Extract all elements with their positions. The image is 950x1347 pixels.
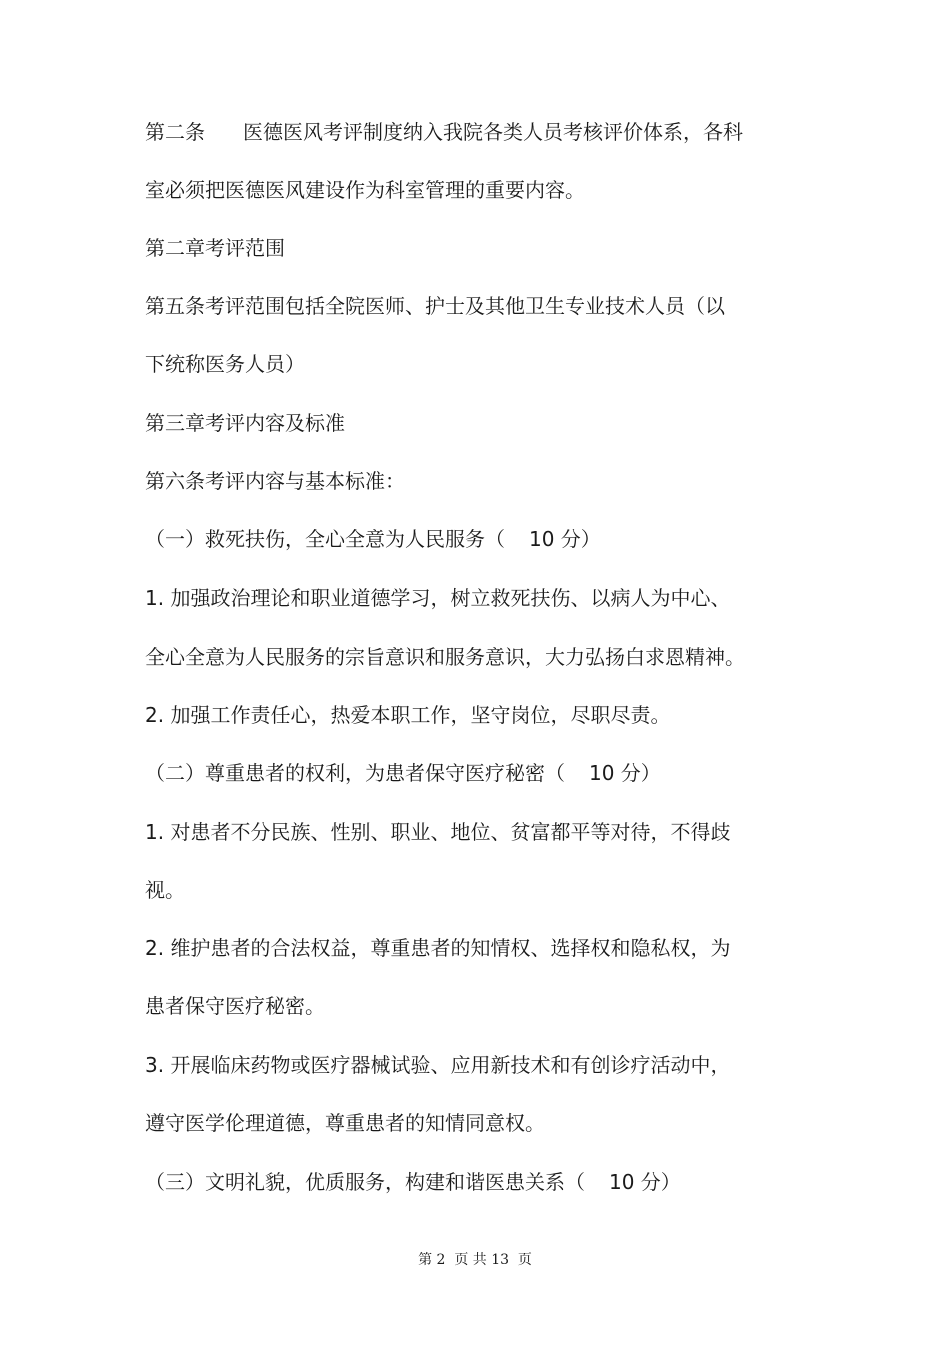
chapter-2-heading: 第二章考评范围 — [145, 236, 285, 260]
section-2-item-3-line-2: 遵守医学伦理道德，尊重患者的知情同意权。 — [145, 1111, 545, 1135]
section-1-title: （一）救死扶伤，全心全意为人民服务（ — [145, 527, 505, 551]
section-3-title: （三）文明礼貌，优质服务，构建和谐医患关系（ — [145, 1170, 585, 1194]
section-2-heading — [145, 759, 805, 787]
section-1-heading — [145, 525, 805, 553]
section-1-points: 10 分） — [529, 527, 601, 551]
article-2-label: 第二条 — [145, 120, 205, 144]
article-2-text: 医德医风考评制度纳入我院各类人员考核评价体系，各科 — [243, 120, 743, 144]
section-3-points: 10 分） — [609, 1170, 681, 1194]
section-1-item-2: 2. 加强工作责任心，热爱本职工作，坚守岗位，尽职尽责。 — [145, 703, 671, 727]
article-2-line-1 — [145, 118, 805, 146]
section-2-item-2-line-2: 患者保守医疗秘密。 — [145, 994, 325, 1018]
section-2-points: 10 分） — [589, 761, 661, 785]
chapter-3-heading: 第三章考评内容及标准 — [145, 411, 345, 435]
article-5-line-2: 下统称医务人员） — [145, 352, 305, 376]
section-2-item-3-line-1: 3. 开展临床药物或医疗器械试验、应用新技术和有创诊疗活动中， — [145, 1053, 731, 1077]
section-1-item-1-line-2: 全心全意为人民服务的宗旨意识和服务意识，大力弘扬白求恩精神。 — [145, 645, 745, 669]
article-5-line-1: 第五条考评范围包括全院医师、护士及其他卫生专业技术人员（以 — [145, 294, 725, 318]
section-1-item-1-line-1: 1. 加强政治理论和职业道德学习，树立救死扶伤、以病人为中心、 — [145, 586, 731, 610]
article-6-heading: 第六条考评内容与基本标准： — [145, 469, 405, 493]
section-2-item-2-line-1: 2. 维护患者的合法权益，尊重患者的知情权、选择权和隐私权，为 — [145, 936, 731, 960]
page-number-footer: 第 2 页 共 13 页 — [418, 1252, 532, 1268]
article-2-line-2: 室必须把医德医风建设作为科室管理的重要内容。 — [145, 178, 585, 202]
section-2-title: （二）尊重患者的权利，为患者保守医疗秘密（ — [145, 761, 565, 785]
section-2-item-1-line-2: 视。 — [145, 878, 185, 902]
section-2-item-1-line-1: 1. 对患者不分民族、性别、职业、地位、贫富都平等对待，不得歧 — [145, 820, 731, 844]
section-3-heading — [145, 1168, 805, 1196]
